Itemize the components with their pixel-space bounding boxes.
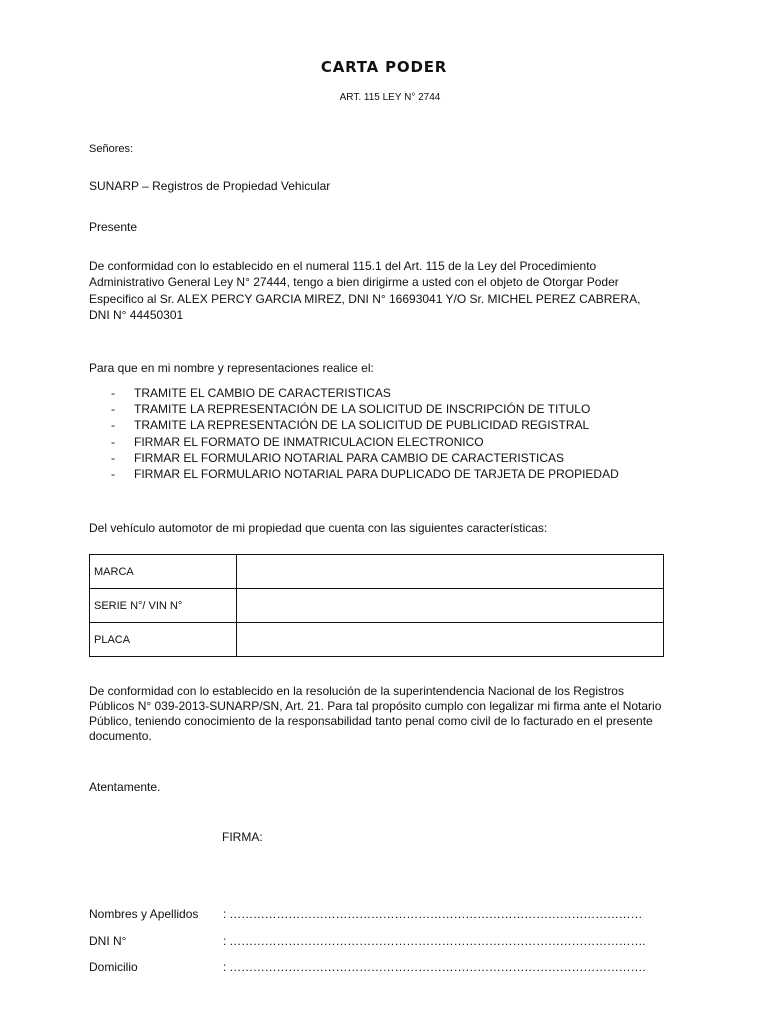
procedures-list: [89, 385, 619, 482]
intro-line: DNI N° 44450301: [89, 307, 184, 322]
greeting: Señores:: [89, 143, 134, 155]
list-bullet: -: [111, 467, 115, 482]
list-item-text: FIRMAR EL FORMULARIO NOTARIAL PARA DUPLICADO DE TARJETA DE PROPIEDAD: [134, 467, 619, 482]
recipient: SUNARP – Registros de Propiedad Vehicular: [89, 179, 331, 193]
list-item-text: TRAMITE EL CAMBIO DE CARACTERISTICAS: [134, 386, 391, 400]
closing-line: documento.: [89, 729, 152, 743]
vehicle-intro: Del vehículo automotor de mi propiedad que cuenta con las siguientes características:: [89, 521, 548, 535]
intro-line: Especifico al Sr. ALEX PERCY GARCIA MIREZ, DNI N° 16693041 Y/O Sr. MICHEL PEREZ CABRERA,: [89, 291, 641, 306]
table-row: [90, 623, 664, 657]
list-bullet: -: [111, 434, 115, 449]
table-label-cell: MARCA: [90, 555, 237, 589]
closing-line: Públicos N° 039-2013-SUNARP/SN, Art. 21. Para tal propósito cumplo con legalizar mi firma ante el Notario: [89, 699, 662, 713]
signature-label: FIRMA:: [222, 830, 263, 844]
table-value-cell: [237, 623, 664, 657]
table-label-cell: SERIE N°/ VIN N°: [90, 589, 237, 623]
presente: Presente: [89, 220, 138, 234]
list-item: [89, 385, 619, 401]
table-value-cell: [237, 555, 664, 589]
table-value-cell: [237, 589, 664, 623]
list-bullet: -: [111, 386, 115, 400]
table-row: [90, 555, 664, 589]
list-bullet: -: [111, 450, 115, 465]
sign-off: Atentamente.: [89, 780, 161, 794]
list-item-text: FIRMAR EL FORMULARIO NOTARIAL PARA CAMBIO DE CARACTERISTICAS: [134, 450, 565, 465]
list-item: [89, 417, 619, 433]
list-item-text: TRAMITE LA REPRESENTACIÓN DE LA SOLICITUD DE INSCRIPCIÓN DE TITULO: [134, 402, 591, 417]
list-item: [89, 450, 619, 466]
document-title: CARTA PODER: [320, 58, 448, 76]
closing-paragraph: [89, 684, 661, 744]
field-label-dni: DNI N°: [89, 934, 127, 948]
field-line-name: : ……………………………………………………………………………………………: [223, 907, 643, 921]
closing-line: Público, teniendo conocimiento de la responsabilidad tanto penal como civil de lo facturado en el presente: [89, 714, 653, 728]
list-bullet: -: [111, 418, 115, 433]
list-bullet: -: [111, 402, 115, 417]
list-item: [89, 466, 619, 482]
field-line-address: : …………………………………………………………………………………………….: [223, 960, 646, 974]
table-label-cell: PLACA: [90, 623, 237, 657]
field-label-address: Domicilio: [89, 960, 138, 974]
table-row: [90, 589, 664, 623]
list-item: [89, 401, 619, 417]
purpose-intro: Para que en mi nombre y representaciones realice el:: [89, 361, 374, 375]
intro-line: Administrativo General Ley N° 27444, tengo a bien dirigirme a usted con el objeto de Otorgar Poder: [89, 275, 619, 290]
list-item-text: TRAMITE LA REPRESENTACIÓN DE LA SOLICITUD DE PUBLICIDAD REGISTRAL: [134, 418, 590, 433]
list-item-text: FIRMAR EL FORMATO DE INMATRICULACION ELECTRONICO: [134, 434, 484, 449]
closing-line: De conformidad con lo establecido en la resolución de la superintendencia Nacional de los Registros: [89, 684, 624, 698]
field-label-name: Nombres y Apellidos: [89, 907, 199, 921]
document-subtitle: ART. 115 LEY N° 2744: [339, 92, 441, 103]
field-line-dni: : …………………………………………………………………………………………….: [223, 934, 646, 948]
intro-line: De conformidad con lo establecido en el numeral 115.1 del Art. 115 de la Ley del Procedimiento: [89, 259, 597, 273]
list-item: [89, 434, 619, 450]
intro-paragraph: [89, 258, 640, 323]
vehicle-table: [89, 554, 664, 657]
